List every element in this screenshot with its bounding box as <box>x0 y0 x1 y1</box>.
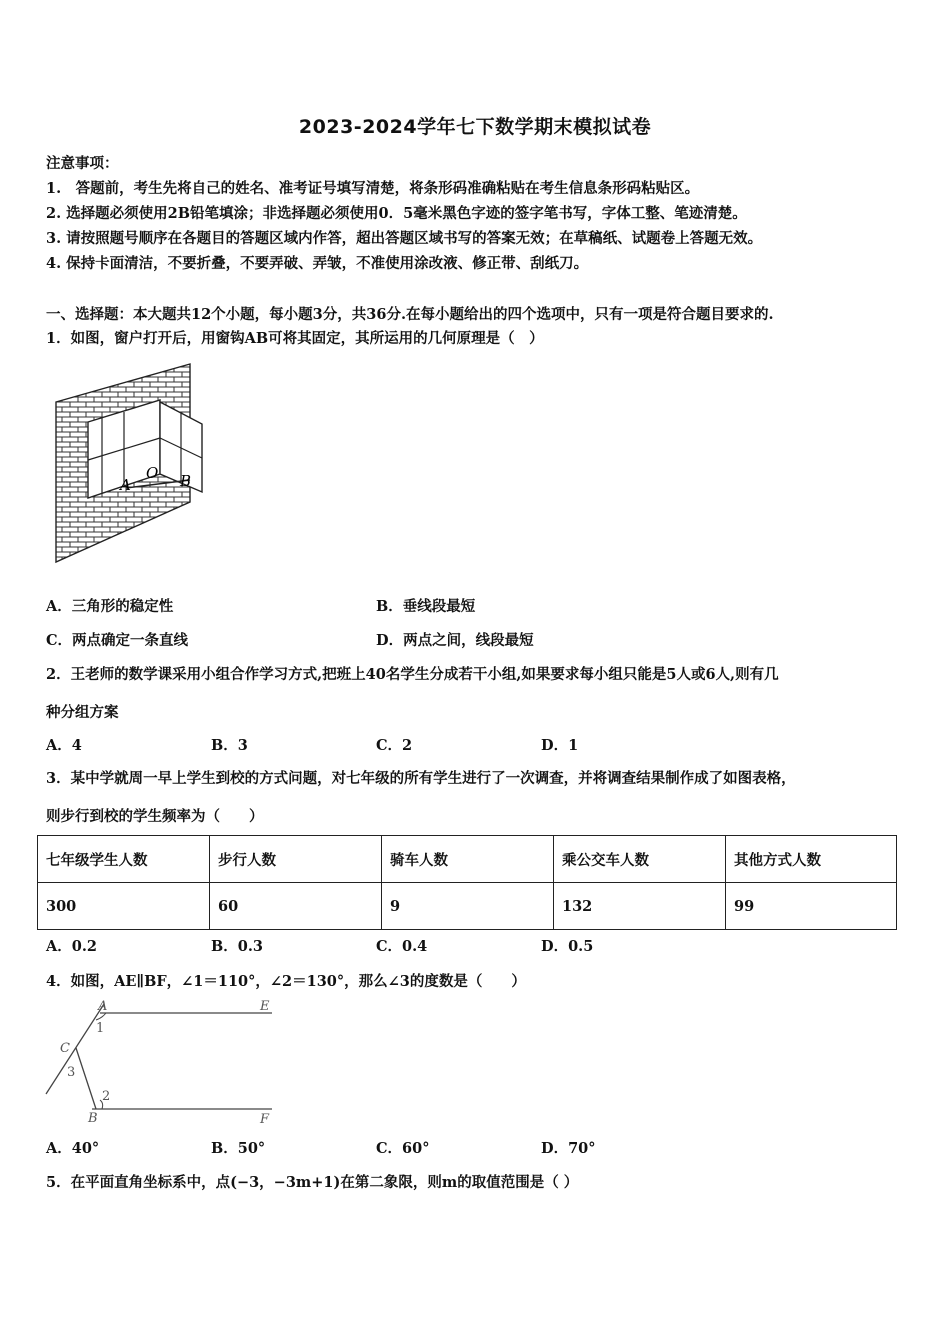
q3-option-c[interactable]: C．0.4 <box>376 938 428 955</box>
table-header-cell: 乘公交车人数 <box>554 836 726 883</box>
notice-item-1: 1. 答题前，考生先将自己的姓名、准考证号填写清楚，将条形码准确粘贴在考生信息条形码粘贴区。 <box>46 180 700 197</box>
notice-heading: 注意事项： <box>46 155 119 172</box>
survey-table <box>37 835 897 930</box>
q4-stem: 4．如图，AE∥BF，∠1＝110°，∠2＝130°，那么∠3的度数是（ ） <box>46 973 526 990</box>
fig4-label-a: A <box>98 999 108 1014</box>
window-figure <box>50 362 210 567</box>
page-title: 2023-2024学年七下数学期末模拟试卷 <box>298 116 652 138</box>
q1-option-d[interactable]: D．两点之间，线段最短 <box>376 632 534 649</box>
q3-option-a[interactable]: A．0.2 <box>46 938 97 955</box>
q2-stem-line2: 种分组方案 <box>46 704 119 721</box>
q2-option-a[interactable]: A．4 <box>46 737 82 754</box>
q2-stem-line1: 2．王老师的数学课采用小组合作学习方式,把班上40名学生分成若干小组,如果要求每小组只能是5人或6人,则有几 <box>46 666 779 683</box>
table-header-cell: 骑车人数 <box>382 836 554 883</box>
q4-option-d[interactable]: D．70° <box>541 1140 596 1157</box>
fig1-label-a: A <box>120 476 131 494</box>
fig4-angle-1: 1 <box>96 1021 105 1036</box>
q2-option-b[interactable]: B．3 <box>211 737 248 754</box>
q3-option-d[interactable]: D．0.5 <box>541 938 594 955</box>
q2-option-d[interactable]: D．1 <box>541 737 579 754</box>
q1-option-b[interactable]: B．垂线段最短 <box>376 598 476 615</box>
table-cell: 60 <box>210 883 382 930</box>
notice-item-4: 4. 保持卡面清洁，不要折叠，不要弄破、弄皱，不准使用涂改液、修正带、刮纸刀。 <box>46 255 589 272</box>
table-header-row <box>38 836 897 883</box>
table-cell: 132 <box>554 883 726 930</box>
q5-stem: 5．在平面直角坐标系中，点(−3，−3m+1)在第二象限，则m的取值范围是（ ） <box>46 1174 579 1191</box>
q1-option-c[interactable]: C．两点确定一条直线 <box>46 632 189 649</box>
fig4-label-f: F <box>260 1112 270 1127</box>
q4-option-c[interactable]: C．60° <box>376 1140 430 1157</box>
table-row <box>38 883 897 930</box>
q1-stem: 1．如图，窗户打开后，用窗钩AB可将其固定，其所运用的几何原理是（ ） <box>46 330 544 347</box>
parallel-lines-figure <box>40 996 280 1128</box>
notice-item-3: 3. 请按照题号顺序在各题目的答题区域内作答，超出答题区域书写的答案无效；在草稿纸、试题卷上答题无效。 <box>46 230 763 247</box>
fig1-label-o: O <box>146 464 159 482</box>
fig4-angle-3: 3 <box>67 1065 76 1080</box>
table-header-cell: 步行人数 <box>210 836 382 883</box>
q2-option-c[interactable]: C．2 <box>376 737 413 754</box>
q3-option-b[interactable]: B．0.3 <box>211 938 263 955</box>
q4-option-b[interactable]: B．50° <box>211 1140 266 1157</box>
q4-option-a[interactable]: A．40° <box>46 1140 100 1157</box>
table-header-cell: 其他方式人数 <box>726 836 897 883</box>
table-header-cell: 七年级学生人数 <box>38 836 210 883</box>
table-cell: 300 <box>38 883 210 930</box>
q3-stem-line2: 则步行到校的学生频率为（ ） <box>46 808 264 825</box>
fig4-angle-2: 2 <box>102 1089 111 1104</box>
q1-option-a[interactable]: A．三角形的稳定性 <box>46 598 174 615</box>
table-cell: 9 <box>382 883 554 930</box>
section-heading: 一、选择题：本大题共12个小题，每小题3分，共36分.在每小题给出的四个选项中，只有一项是符合题目要求的. <box>46 306 774 323</box>
fig4-label-e: E <box>260 999 270 1014</box>
notice-item-2: 2. 选择题必须使用2B铅笔填涂；非选择题必须使用0．5毫米黑色字迹的签字笔书写，字体工整、笔迹清楚。 <box>46 205 747 222</box>
table-cell: 99 <box>726 883 897 930</box>
q3-stem-line1: 3．某中学就周一早上学生到校的方式问题，对七年级的所有学生进行了一次调查，并将调查结果制作成了如图表格， <box>46 770 796 787</box>
fig4-label-c: C <box>60 1041 70 1056</box>
fig4-label-b: B <box>88 1111 98 1126</box>
fig1-label-b: B <box>180 472 192 490</box>
